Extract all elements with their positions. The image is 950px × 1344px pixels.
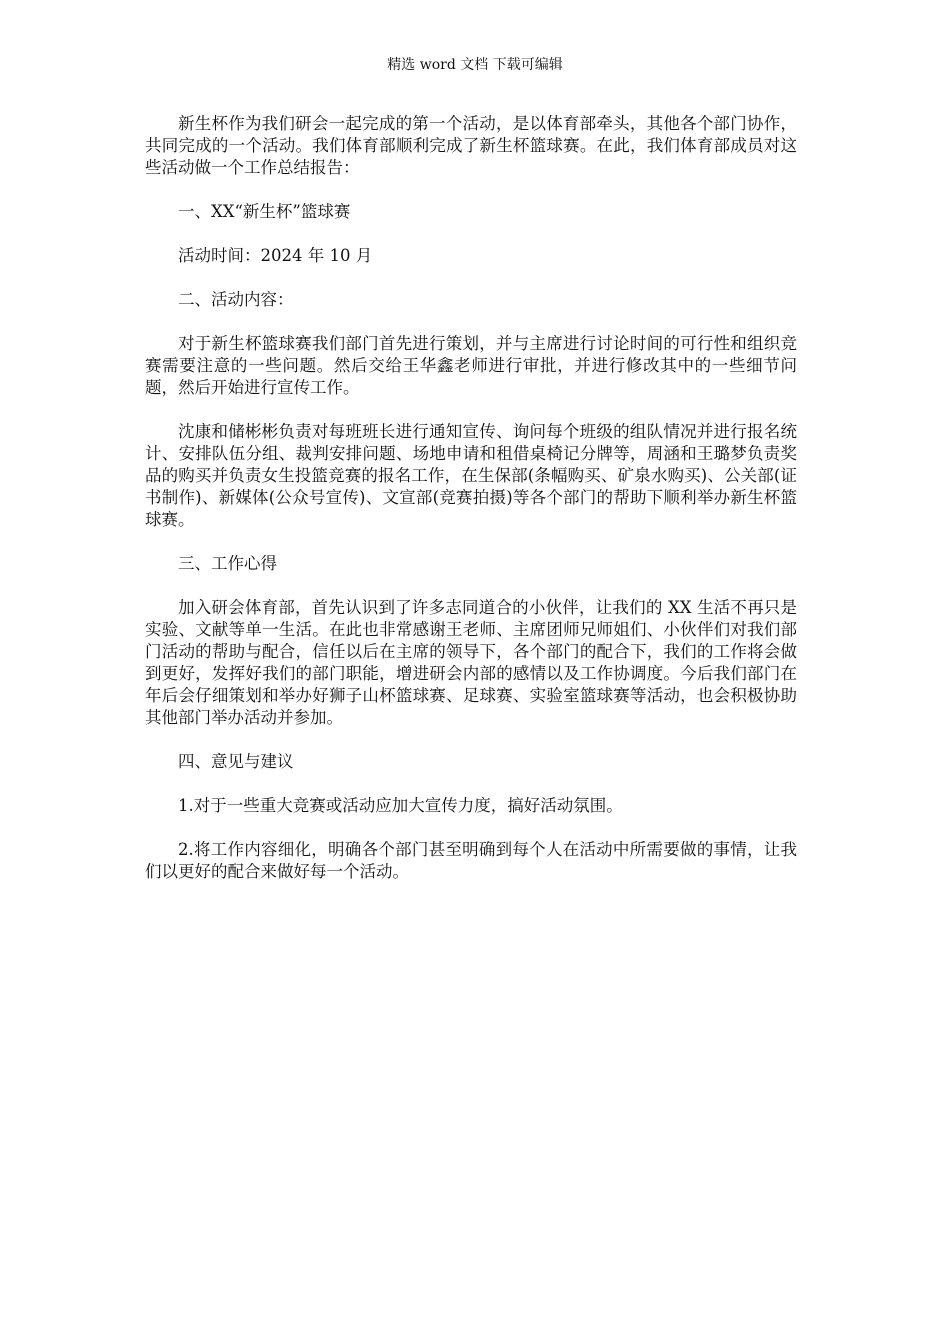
section-heading-content: 二、活动内容： bbox=[178, 290, 294, 309]
document-body bbox=[145, 113, 797, 905]
event-time: 活动时间：2024 年 10 月 bbox=[178, 246, 373, 265]
intro-paragraph: 新生杯作为我们研会一起完成的第一个活动，是以体育部牵头，其他各个部门协作，共同完成的一个活动。我们体育部顺利完成了新生杯篮球赛。在此，我们体育部成员对这些活动做一个工作总结报告： bbox=[145, 114, 797, 177]
section-heading-experience: 三、工作心得 bbox=[178, 554, 277, 573]
section-heading-suggestions: 四、意见与建议 bbox=[178, 752, 294, 771]
content-paragraph-execution: 沈康和储彬彬负责对每班班长进行通知宣传、询问每个班级的组队情况并进行报名统计、安排队伍分组、裁判安排问题、场地申请和租借桌椅记分牌等，周涵和王璐梦负责奖品的购买并负责女生投篮竞赛的报名工作，在生保部(条幅购买、矿泉水购买)、公关部(证书制作)、新媒体(公众号宣传)、文宣部(竞赛拍摄)等各个部门的帮助下顺利举办新生杯篮球赛。 bbox=[145, 422, 797, 529]
page-header: 精选 word 文档 下载可编辑 bbox=[387, 57, 563, 73]
section-heading-event: 一、XX“新生杯”篮球赛 bbox=[178, 202, 351, 221]
content-paragraph-planning: 对于新生杯篮球赛我们部门首先进行策划，并与主席进行讨论时间的可行性和组织竞赛需要注意的一些问题。然后交给王华鑫老师进行审批，并进行修改其中的一些细节问题，然后开始进行宣传工作。 bbox=[145, 334, 797, 397]
suggestion-item-2: 2.将工作内容细化，明确各个部门甚至明确到每个人在活动中所需要做的事情，让我们以更好的配合来做好每一个活动。 bbox=[145, 840, 797, 881]
experience-paragraph: 加入研会体育部，首先认识到了许多志同道合的小伙伴，让我们的 XX 生活不再只是实验、文献等单一生活。在此也非常感谢王老师、主席团师兄师姐们、小伙伴们对我们部门活动的帮助与配合，信任以后在主席的领导下，各个部门的配合下，我们的工作将会做到更好，发挥好我们的部门职能，增进研会内部的感情以及工作协调度。今后我们部门在年后会仔细策划和举办好狮子山杯篮球赛、足球赛、实验室篮球赛等活动，也会积极协助其他部门举办活动并参加。 bbox=[145, 598, 797, 727]
suggestion-item-1: 1.对于一些重大竞赛或活动应加大宣传力度，搞好活动氛围。 bbox=[178, 796, 623, 815]
